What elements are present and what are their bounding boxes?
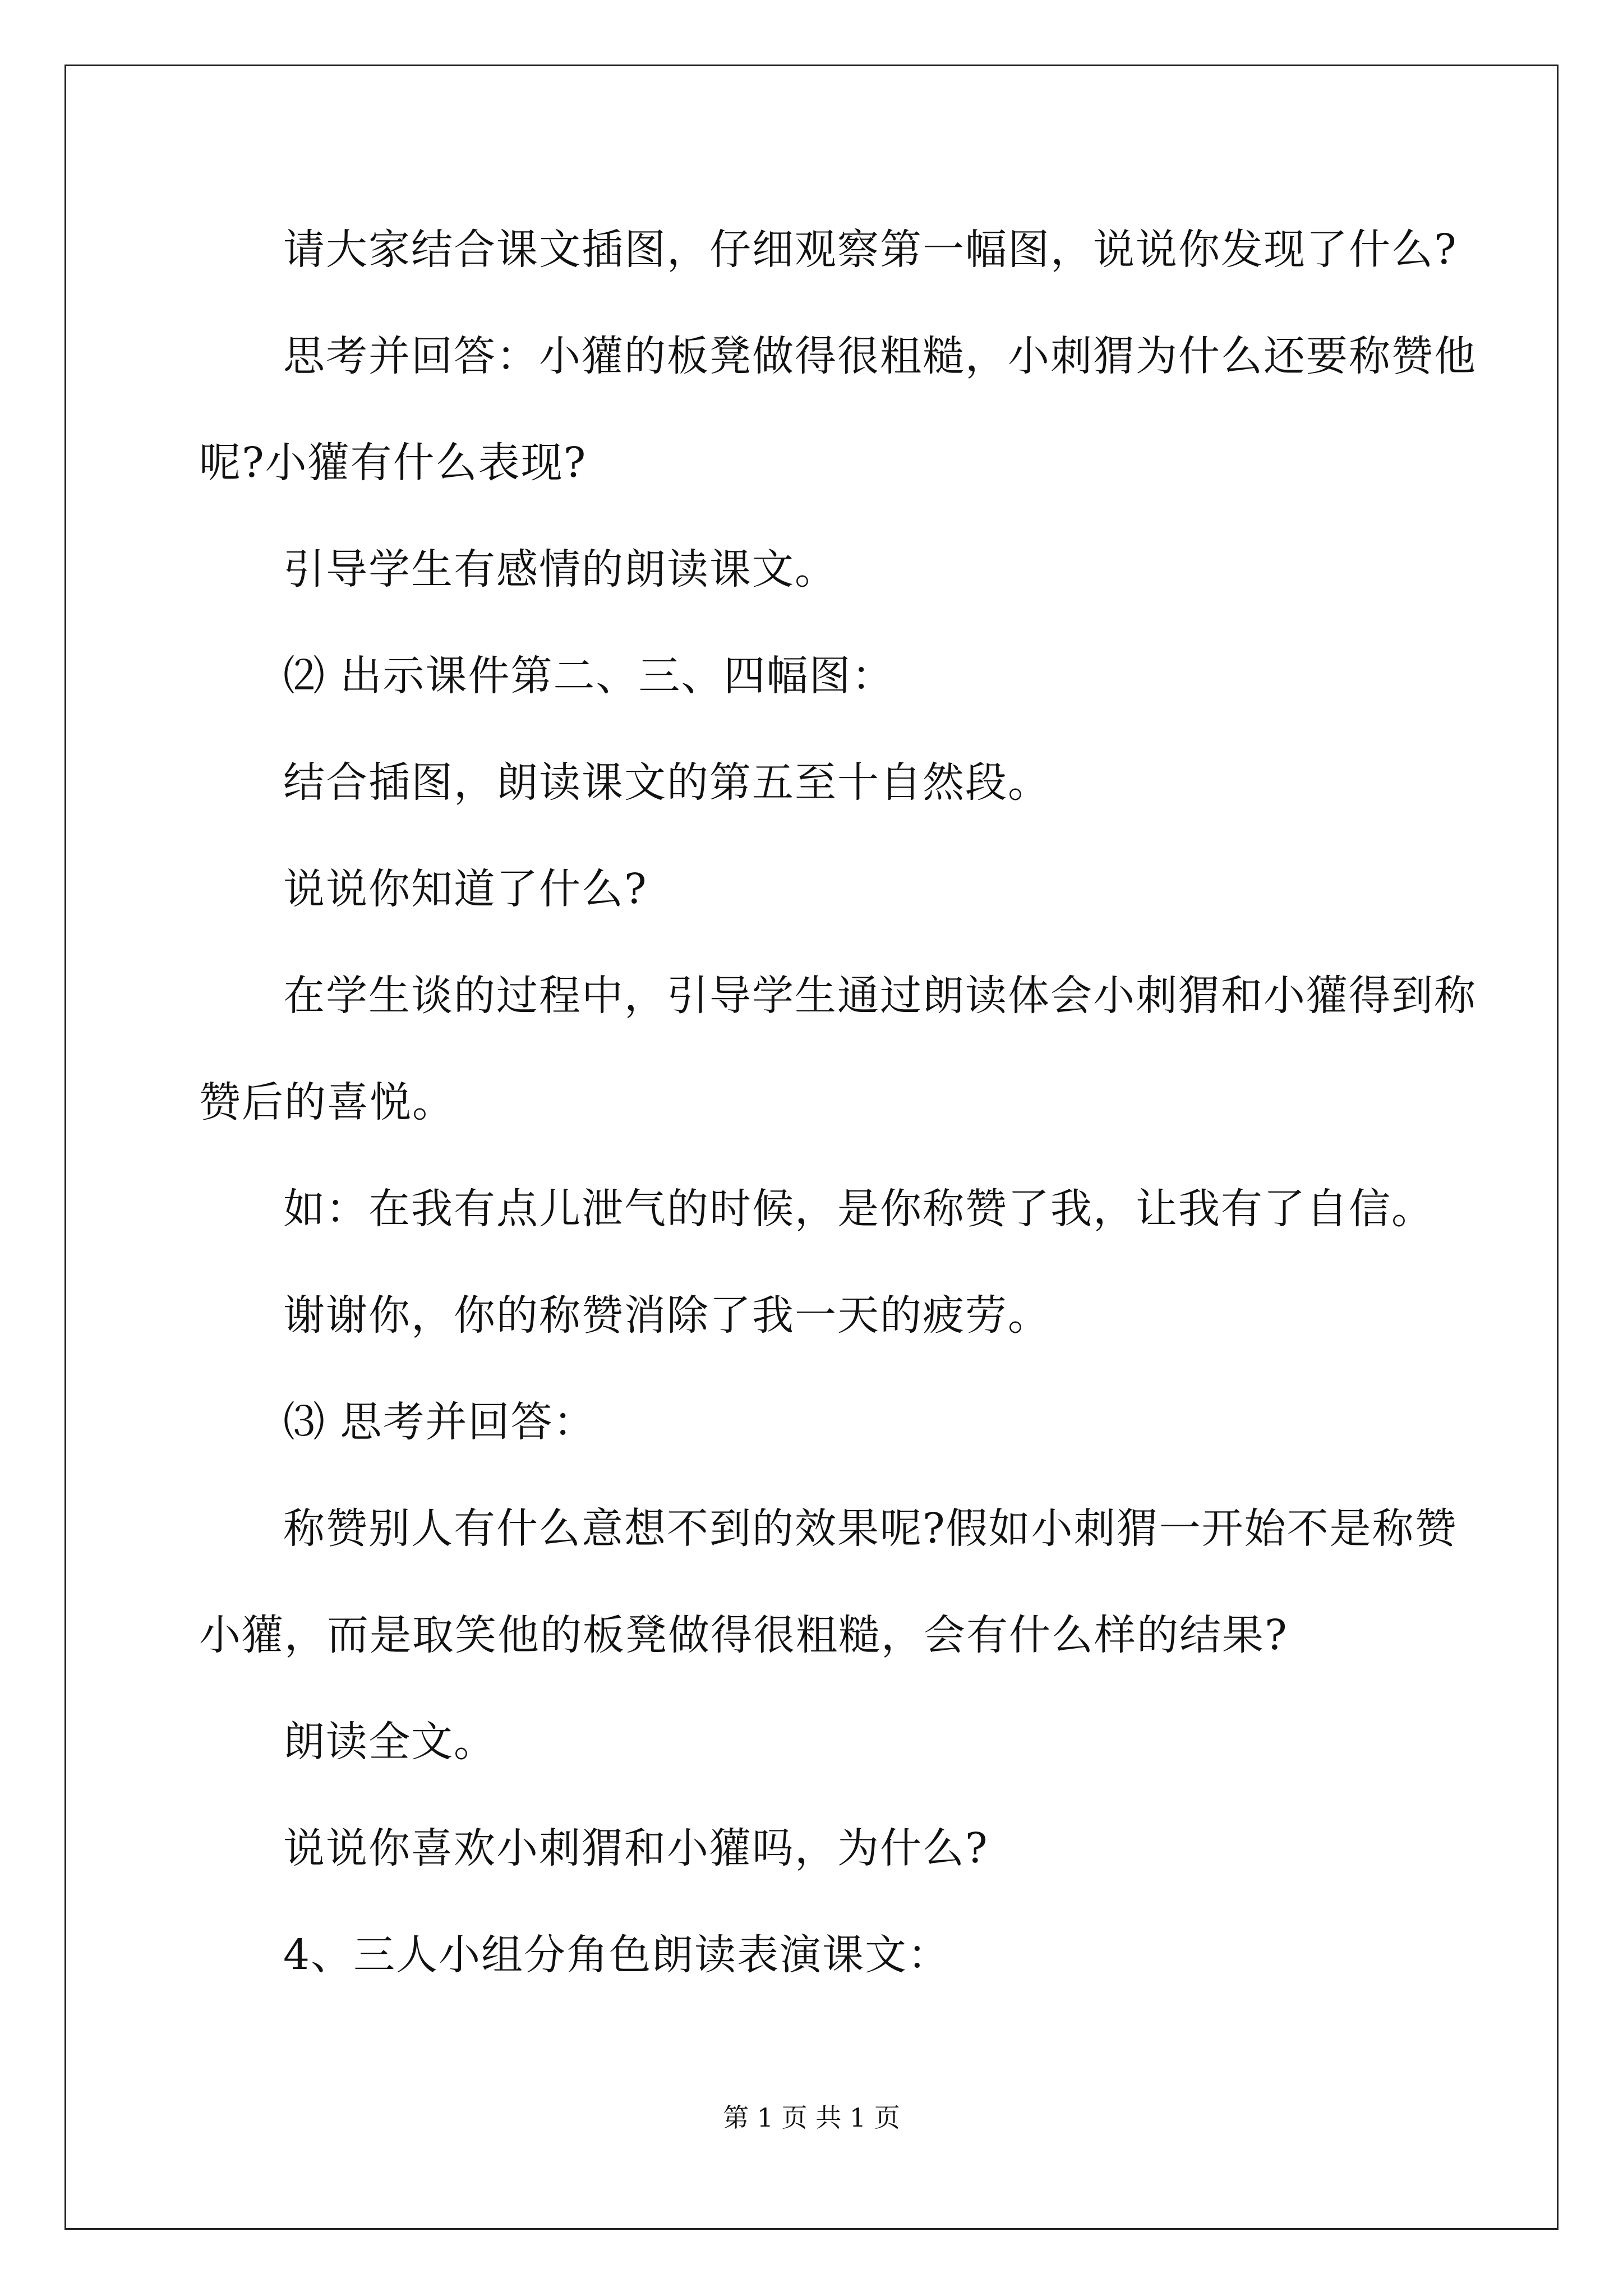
text-line-17: 4、三人小组分角色朗读表演课文： (283, 1931, 951, 1979)
text-line-8: 在学生谈的过程中，引导学生通过朗读体会小刺猬和小獾得到称 (283, 972, 1477, 1020)
text-line-14: 小獾，而是取笑他的板凳做得很粗糙，会有什么样的结果? (199, 1611, 1288, 1659)
text-line-3: 呢?小獾有什么表现? (199, 439, 587, 487)
text-line-9: 赞后的喜悦。 (199, 1078, 455, 1126)
text-line-13: 称赞别人有什么意想不到的效果呢?假如小刺猬一开始不是称赞 (283, 1504, 1458, 1553)
text-line-1: 请大家结合课文插图，仔细观察第一幅图，说说你发现了什么? (283, 226, 1458, 274)
page-border (64, 65, 1559, 2230)
text-line-15: 朗读全文。 (283, 1718, 496, 1766)
text-line-16: 说说你喜欢小刺猬和小獾吗，为什么? (283, 1824, 989, 1872)
text-line-7: 说说你知道了什么? (283, 865, 648, 913)
text-line-5: ⑵ 出示课件第二、三、四幅图： (283, 652, 895, 700)
text-line-2: 思考并回答：小獾的板凳做得很粗糙，小刺猬为什么还要称赞他 (283, 332, 1477, 380)
text-line-11: 谢谢你，你的称赞消除了我一天的疲劳。 (283, 1291, 1050, 1340)
page-number-footer: 第 1 页 共 1 页 (723, 2102, 900, 2133)
text-line-4: 引导学生有感情的朗读课文。 (283, 545, 837, 593)
text-line-12: ⑶ 思考并回答： (283, 1398, 596, 1446)
text-line-10: 如：在我有点儿泄气的时候，是你称赞了我，让我有了自信。 (283, 1185, 1434, 1233)
text-line-6: 结合插图，朗读课文的第五至十自然段。 (283, 758, 1050, 807)
